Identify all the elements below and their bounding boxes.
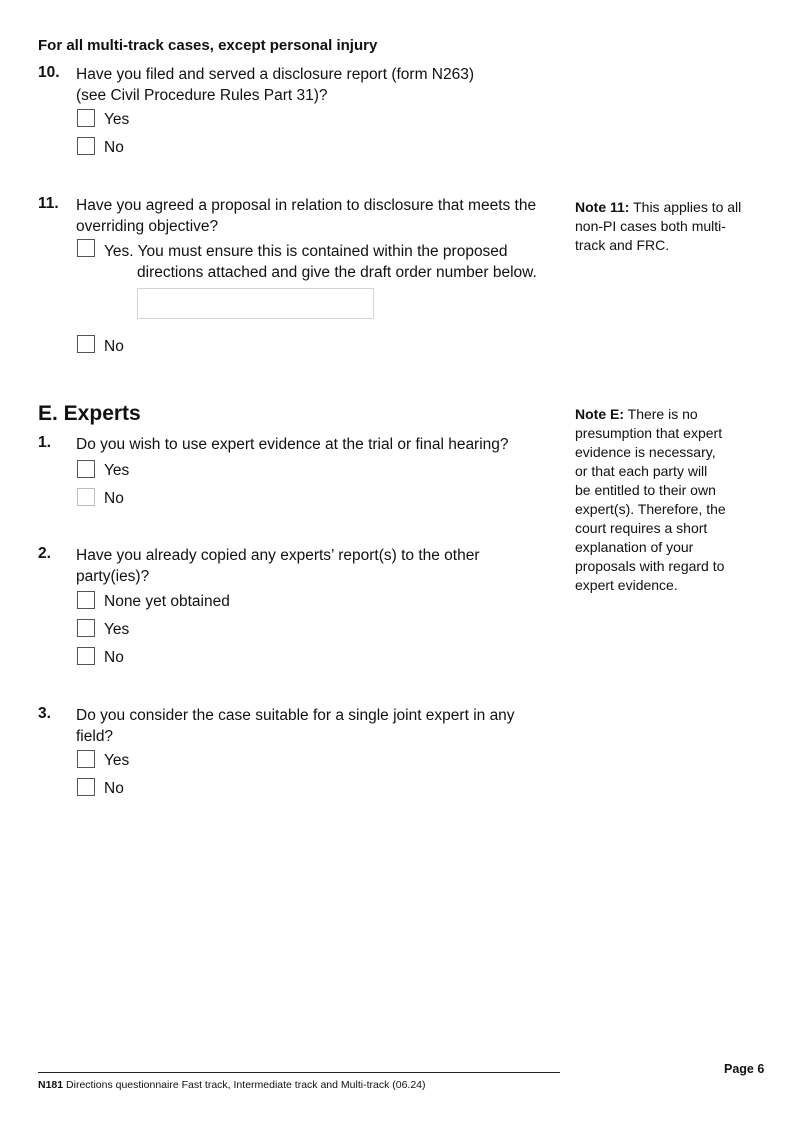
- e-q2-none-yet-label: None yet obtained: [104, 593, 230, 610]
- e-q2-yes-label: Yes: [104, 621, 130, 638]
- e-q1-no-checkbox[interactable]: [77, 488, 95, 506]
- e-q1-yes-label: Yes: [104, 462, 130, 479]
- q10-yes-label: Yes: [104, 111, 130, 128]
- q11-no-label: No: [104, 338, 124, 355]
- e-q2-none-yet-checkbox[interactable]: [77, 591, 95, 609]
- e-q1-no-label: No: [104, 490, 124, 507]
- e-q2-no-label: No: [104, 649, 124, 666]
- subheading: For all multi-track cases, except personal injury: [38, 37, 378, 54]
- note-11-label: Note 11:: [575, 199, 630, 215]
- note-e-line: explanation of your: [575, 539, 694, 555]
- note-e-line: presumption that expert: [575, 425, 723, 441]
- note-e-line: proposals with regard to: [575, 558, 725, 574]
- note-11-line3: track and FRC.: [575, 237, 670, 253]
- e-q1-text: Do you wish to use expert evidence at the trial or final hearing?: [76, 436, 509, 453]
- footer-form-title: Directions questionnaire Fast track, Intermediate track and Multi-track (06.24): [66, 1079, 426, 1091]
- e-q2-text-line2: party(ies)?: [76, 568, 150, 585]
- page-number: Page 6: [724, 1062, 765, 1076]
- note-e-line: be entitled to their own: [575, 482, 716, 498]
- q10-no-label: No: [104, 139, 124, 156]
- note-e-label: Note E:: [575, 406, 624, 422]
- e-q2-no-checkbox[interactable]: [77, 647, 95, 665]
- note-e-line: expert evidence.: [575, 577, 678, 593]
- e-q3-no-checkbox[interactable]: [77, 778, 95, 796]
- q10-number: 10.: [38, 64, 60, 81]
- q11-text-line1: Have you agreed a proposal in relation to disclosure that meets the: [76, 197, 537, 214]
- q11-yes-label-line2: directions attached and give the draft order number below.: [137, 264, 537, 281]
- draft-order-number-input[interactable]: [137, 288, 374, 319]
- note-11: [575, 198, 775, 255]
- q11-no-checkbox[interactable]: [77, 335, 95, 353]
- note-e-line: or that each party will: [575, 463, 708, 479]
- e-q3-yes-label: Yes: [104, 752, 130, 769]
- q10-yes-checkbox[interactable]: [77, 109, 95, 127]
- q11-yes-checkbox[interactable]: [77, 239, 95, 257]
- q11-number: 11.: [38, 195, 59, 212]
- note-11-line1: This applies to all: [633, 199, 742, 215]
- note-e-line: court requires a short: [575, 520, 708, 536]
- q11-yes-label-line1: Yes. You must ensure this is contained within the proposed: [104, 243, 508, 260]
- q10-no-checkbox[interactable]: [77, 137, 95, 155]
- footer-form-code: N181: [38, 1079, 64, 1091]
- e-q3-yes-checkbox[interactable]: [77, 750, 95, 768]
- section-e-title: E. Experts: [38, 402, 141, 425]
- e-q3-no-label: No: [104, 780, 124, 797]
- note-e-line: evidence is necessary,: [575, 444, 716, 460]
- q11-text-line2: overriding objective?: [76, 218, 219, 235]
- note-e-line: There is no: [627, 406, 698, 422]
- e-q2-yes-checkbox[interactable]: [77, 619, 95, 637]
- e-q3-text-line2: field?: [76, 728, 114, 745]
- note-e: [575, 405, 775, 595]
- footer-divider: [38, 1072, 560, 1073]
- e-q2-number: 2.: [38, 545, 51, 562]
- e-q1-number: 1.: [38, 434, 51, 451]
- q10-text-line1: Have you filed and served a disclosure report (form N263): [76, 66, 475, 83]
- note-11-line2: non-PI cases both multi-: [575, 218, 726, 234]
- e-q3-text-line1: Do you consider the case suitable for a single joint expert in any: [76, 707, 515, 724]
- e-q1-yes-checkbox[interactable]: [77, 460, 95, 478]
- e-q2-text-line1: Have you already copied any experts’ report(s) to the other: [76, 547, 480, 564]
- note-e-line: expert(s). Therefore, the: [575, 501, 726, 517]
- q10-text-line2: (see Civil Procedure Rules Part 31)?: [76, 87, 328, 104]
- footer-text: [38, 1079, 426, 1091]
- e-q3-number: 3.: [38, 705, 51, 722]
